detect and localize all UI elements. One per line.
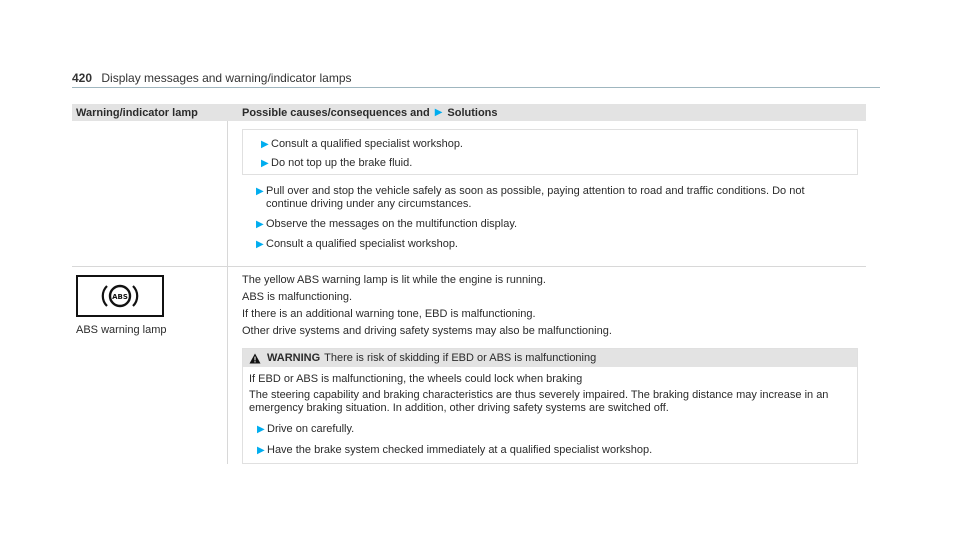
play-arrow-icon: ▶ xyxy=(256,219,264,230)
lamp-label: ABS warning lamp xyxy=(76,324,167,336)
warning-body xyxy=(243,367,857,463)
lamp-table xyxy=(72,104,866,464)
list-item: ▶ Observe the messages on the multifunction display. xyxy=(242,218,866,231)
paragraph: The yellow ABS warning lamp is lit while the engine is running. xyxy=(242,274,546,286)
list-item: ▶ Have the brake system checked immediately at a qualified specialist workshop. xyxy=(243,444,857,457)
warning-header xyxy=(243,349,857,367)
row1-solutions-cell xyxy=(228,121,866,266)
paragraph: If there is an additional warning tone, EBD is malfunctioning. xyxy=(242,308,536,320)
list-item: ▶ Drive on carefully. xyxy=(243,423,857,436)
header-divider xyxy=(72,87,880,88)
list-item: ▶ Pull over and stop the vehicle safely as soon as possible, paying attention to road and traffic conditions. Do not continue driving under any circumstances. xyxy=(242,185,866,211)
col2-header-label: Possible causes/consequences and xyxy=(242,106,430,119)
boxed-steps xyxy=(242,129,858,175)
play-arrow-icon: ▶ xyxy=(261,158,269,169)
table-row xyxy=(72,267,866,464)
paragraph: Other drive systems and driving safety systems may also be malfunctioning. xyxy=(242,325,612,337)
warning-title: WARNING xyxy=(267,352,321,364)
play-arrow-icon: ▶ xyxy=(257,424,265,435)
warning-lead: If EBD or ABS is malfunctioning, the wheels could lock when braking xyxy=(249,373,583,385)
col2-header xyxy=(228,107,866,119)
row2-lamp-cell xyxy=(72,267,228,464)
paragraph: ABS is malfunctioning. xyxy=(242,291,353,303)
list-item: ▶ Consult a qualified specialist workshop. xyxy=(242,238,866,251)
page-number: 420 xyxy=(72,71,93,85)
play-arrow-icon: ▶ xyxy=(257,445,265,456)
play-arrow-icon: ▶ xyxy=(261,139,269,150)
abs-icon xyxy=(100,281,140,311)
row2-solutions-cell xyxy=(228,267,866,464)
warning-text: The steering capability and braking characteristics are thus severely impaired. The braking distance may increase in an emergency braking situation. In addition, other driving safety systems are switched off. xyxy=(249,389,829,414)
row1-lamp-cell xyxy=(72,121,228,266)
warning-box xyxy=(242,348,858,464)
col1-header: Warning/indicator lamp xyxy=(76,106,198,119)
abs-warning-lamp-icon xyxy=(76,275,164,317)
page-title: Display messages and warning/indicator lamps xyxy=(101,71,352,85)
play-arrow-icon: ▶ xyxy=(256,186,264,197)
table-header xyxy=(72,104,866,121)
list-item: ▶ Consult a qualified specialist workshop. xyxy=(245,138,857,151)
warning-subtitle: There is risk of skidding if EBD or ABS is malfunctioning xyxy=(324,352,597,364)
warning-triangle-icon xyxy=(249,353,261,364)
col2-header-solutions: Solutions xyxy=(447,106,498,119)
play-arrow-icon: ▶ xyxy=(434,107,443,118)
list-item: ▶ Do not top up the brake fluid. xyxy=(245,157,857,170)
svg-text:ABS: ABS xyxy=(112,293,128,301)
play-arrow-icon: ▶ xyxy=(256,239,264,250)
page-header xyxy=(72,71,352,85)
table-row xyxy=(72,121,866,266)
